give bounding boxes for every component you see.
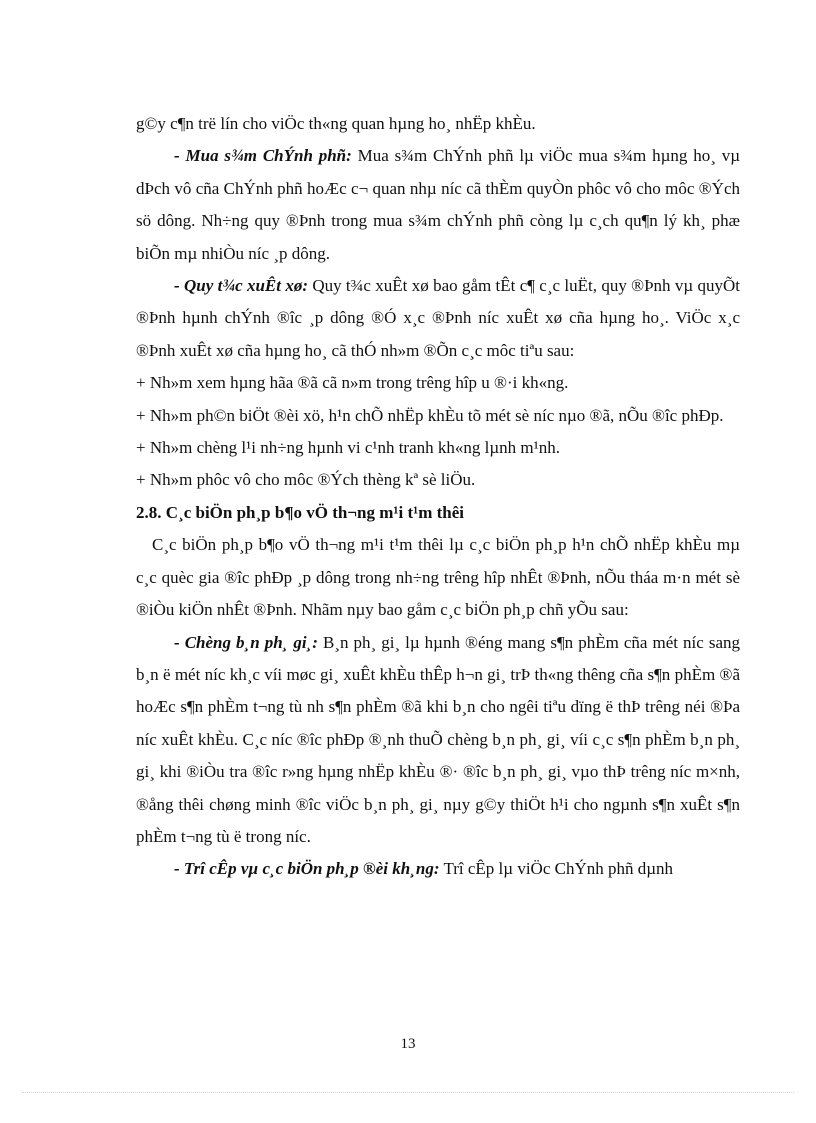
paragraph-lead: - Trî cÊp vµ c¸c biÖn ph¸p ®èi kh¸ng: bbox=[174, 859, 440, 879]
paragraph-lead: - Chèng b¸n ph¸ gi¸: bbox=[174, 632, 318, 652]
paragraph-text: Mua s¾m ChÝnh phñ lµ viÖc mua s¾m hµng ho¸ vµ dÞch vô cña ChÝnh phñ hoÆc c¬ quan nhµ níc cã thÈm quyÒn phôc vô cho môc ®Ých sö dông. Nh÷ng quy ®Þnh trong mua s¾m chÝnh phñ còng lµ c¸ch qu¶n lý kh¸ phæ biÕn mµ nhiÒu níc ¸p dông. bbox=[136, 146, 740, 263]
paragraph-continuation: g©y c¶n trë lín cho viÖc th«ng quan hµng ho¸ nhËp khÈu. bbox=[136, 114, 536, 133]
list-item: + Nh»m phôc vô cho môc ®Ých thèng kª sè liÖu. bbox=[136, 470, 476, 490]
paragraph-rules-of-origin bbox=[136, 270, 740, 367]
section-heading: 2.8. C¸c biÖn ph¸p b¶o vÖ th¬ng m¹i t¹m thêi bbox=[136, 502, 465, 522]
page-bottom-divider bbox=[22, 1092, 794, 1093]
paragraph-text: B¸n ph¸ gi¸ lµ hµnh ®éng mang s¶n phÈm cña mét níc sang b¸n ë mét níc kh¸c víi møc gi¸ xuÊt khÈu thÊp h¬n gi¸ trÞ th«ng thêng cña s¶n phÈm ®ã hoÆc s¶n phÈm t¬ng tù nh s¶n phÈm ®ã khi b¸n cho ngêi tiªu dïng ë thÞ trêng néi ®Þa níc xuÊt khÈu. C¸c níc ®îc phÐp ®¸nh thuÕ chèng b¸n ph¸ gi¸ víi c¸c s¶n phÈm b¸n ph¸ gi¸ khi ®iÒu tra ®îc r»ng hµng nhËp khÈu ®· ®îc b¸n ph¸ gi¸ vµo thÞ trêng níc m×nh, ®ång thêi chøng minh ®îc viÖc b¸n ph¸ gi¸ nµy g©y thiÖt h¹i cho ngµnh s¶n xuÊt s¶n phÈm t¬ng tù ë trong níc. bbox=[136, 632, 740, 846]
paragraph-text: Trî cÊp lµ viÖc ChÝnh phñ dµnh bbox=[439, 859, 674, 879]
list-item: + Nh»m chèng l¹i nh÷ng hµnh vi c¹nh tranh kh«ng lµnh m¹nh. bbox=[136, 438, 560, 458]
page-number: 13 bbox=[400, 1036, 416, 1052]
list-item: + Nh»m xem hµng hãa ®ã cã n»m trong trêng hîp u ®·i kh«ng. bbox=[136, 373, 569, 393]
paragraph-anti-dumping bbox=[136, 627, 740, 854]
paragraph-text: Quy t¾c xuÊt xø bao gåm tÊt c¶ c¸c luËt, quy ®Þnh vµ quyÕt ®Þnh hµnh chÝnh ®îc ¸p dông ®Ó x¸c ®Þnh níc xuÊt xø cña hµng ho¸. ViÖc x¸c ®Þnh xuÊt xø cña hµng ho¸ cã thÓ nh»m ®Õn c¸c môc tiªu sau: bbox=[136, 276, 740, 360]
paragraph-lead: - Mua s¾m ChÝnh phñ: bbox=[174, 146, 352, 166]
document-body bbox=[136, 108, 740, 886]
paragraph-section-intro: C¸c biÖn ph¸p b¶o vÖ th¬ng m¹i t¹m thêi lµ c¸c biÖn ph¸p h¹n chÕ nhËp khÈu mµ c¸c quèc gia ®îc phÐp ¸p dông trong nh÷ng trêng hîp nhÊt ®Þnh, nÕu tháa m·n mét sè ®iÒu kiÖn nhÊt ®Þnh. Nhãm nµy bao gåm c¸c biÖn ph¸p chñ yÕu sau: bbox=[136, 535, 740, 620]
paragraph-lead: - Quy t¾c xuÊt xø: bbox=[174, 276, 308, 296]
list-item: + Nh»m ph©n biÖt ®èi xö, h¹n chÕ nhËp khÈu tõ mét sè níc nµo ®ã, nÕu ®îc phÐp. bbox=[136, 405, 724, 425]
paragraph-government-procurement bbox=[136, 140, 740, 270]
paragraph-subsidies bbox=[136, 853, 740, 885]
